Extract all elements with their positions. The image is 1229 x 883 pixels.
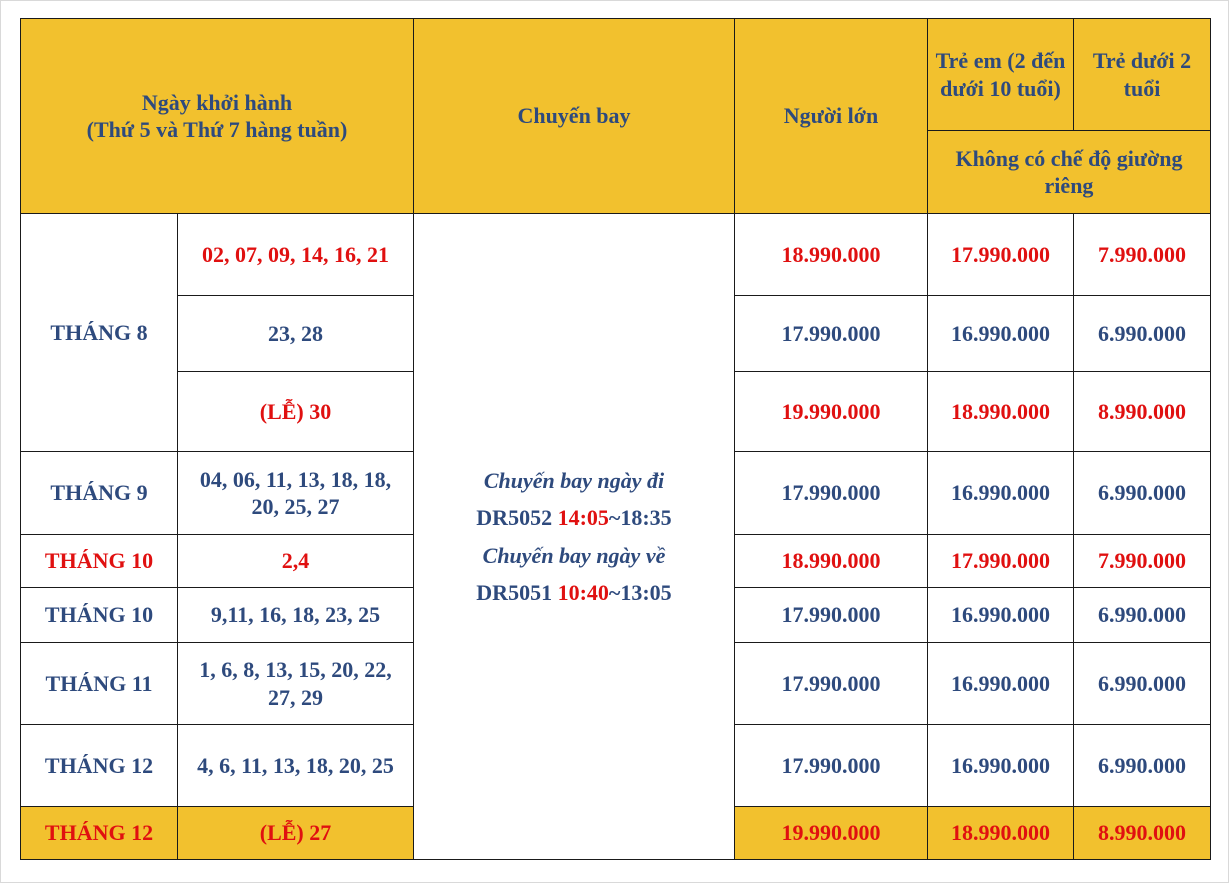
dates-cell: 04, 06, 11, 13, 18, 18, 20, 25, 27 [178,452,414,535]
dates-cell: 9,11, 16, 18, 23, 25 [178,588,414,643]
dates-cell: 2,4 [178,535,414,588]
outbound-depart: 14:05 [557,505,609,530]
dates-cell: (LỄ) 27 [178,807,414,860]
month-cell: THÁNG 10 [21,535,178,588]
return-depart: 10:40 [557,580,609,605]
outbound-label: Chuyến bay ngày đi [483,467,665,493]
header-departure-line1: Ngày khởi hành [141,89,293,115]
dates-cell: 23, 28 [178,296,414,372]
adult-price: 18.990.000 [735,214,928,296]
infant-price: 6.990.000 [1074,296,1211,372]
adult-price: 17.990.000 [735,725,928,807]
child-price: 16.990.000 [928,296,1074,372]
infant-price: 7.990.000 [1074,535,1211,588]
flight-info-cell [414,214,735,860]
header-infant: Trẻ dưới 2 tuổi [1074,19,1211,131]
infant-price: 6.990.000 [1074,452,1211,535]
month-cell: THÁNG 11 [21,643,178,725]
return-label: Chuyến bay ngày về [482,542,666,568]
tour-price-table [20,18,1211,860]
outbound-arrive: ~18:35 [608,505,672,530]
child-price: 17.990.000 [928,214,1074,296]
adult-price: 19.990.000 [735,372,928,452]
adult-price: 17.990.000 [735,588,928,643]
child-price: 18.990.000 [928,807,1074,860]
adult-price: 17.990.000 [735,296,928,372]
dates-cell: 02, 07, 09, 14, 16, 21 [178,214,414,296]
child-price: 16.990.000 [928,452,1074,535]
infant-price: 6.990.000 [1074,725,1211,807]
return-code: DR5051 [476,580,553,605]
infant-price: 7.990.000 [1074,214,1211,296]
month-cell: THÁNG 12 [21,725,178,807]
infant-price: 8.990.000 [1074,807,1211,860]
outbound-code: DR5052 [476,505,553,530]
adult-price: 18.990.000 [735,535,928,588]
adult-price: 17.990.000 [735,643,928,725]
child-price: 17.990.000 [928,535,1074,588]
dates-cell: 1, 6, 8, 13, 15, 20, 22, 27, 29 [178,643,414,725]
adult-price: 17.990.000 [735,452,928,535]
child-price: 16.990.000 [928,725,1074,807]
infant-price: 8.990.000 [1074,372,1211,452]
header-child: Trẻ em (2 đến dưới 10 tuổi) [928,19,1074,131]
infant-price: 6.990.000 [1074,588,1211,643]
month-cell: THÁNG 12 [21,807,178,860]
header-departure-line2: (Thứ 5 và Thứ 7 hàng tuần) [86,117,348,142]
adult-price: 19.990.000 [735,807,928,860]
return-arrive: ~13:05 [608,580,672,605]
child-price: 18.990.000 [928,372,1074,452]
header-adult: Người lớn [735,19,928,214]
header-departure-date [21,19,414,214]
month-cell: THÁNG 9 [21,452,178,535]
header-flight: Chuyến bay [414,19,735,214]
dates-cell: 4, 6, 11, 13, 18, 20, 25 [178,725,414,807]
outbound-schedule [420,504,728,532]
dates-cell: (LỄ) 30 [178,372,414,452]
month-cell: THÁNG 10 [21,588,178,643]
child-price: 16.990.000 [928,588,1074,643]
header-no-bed: Không có chế độ giường riêng [928,131,1211,214]
return-schedule [420,579,728,607]
child-price: 16.990.000 [928,643,1074,725]
infant-price: 6.990.000 [1074,643,1211,725]
month-cell: THÁNG 8 [21,214,178,452]
